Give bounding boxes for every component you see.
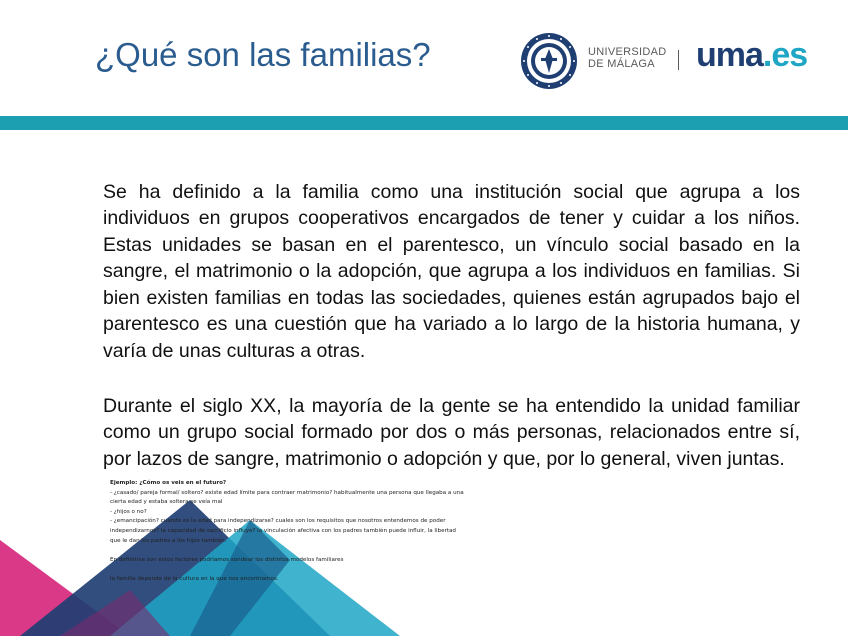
uma-logo-suffix: es [771, 36, 808, 74]
note-line: En definitiva son estos factores podríamos sondear los distintos modelos familiares [110, 556, 344, 563]
uma-es-logo [696, 36, 807, 75]
slide-title: ¿Qué son las familias? [95, 36, 431, 73]
university-logo [520, 30, 820, 90]
university-name-line1: UNIVERSIDAD [588, 46, 667, 58]
note-line: - ¿casado/ pareja formal/ soltero? existe edad límite para contraer matrimonio? habitualmente una persona que llegaba a una [110, 489, 464, 496]
note-spacer [110, 565, 530, 575]
paragraph-definition: Se ha definido a la familia como una institución social que agrupa a los individuos en grupos cooperativos encargados de tener y cuidar a los niños. Estas unidades se basan en el parentesco, un vínculo social basado en la sangre, el matrimonio o la adopción, que agrupa a los individuos en familias. Si bien existen familias en todas las sociedades, quienes están agrupados bajo el parentesco es una cuestión que ha variado a lo largo de la historia humana, y varía de unas culturas a otras. [103, 180, 800, 362]
note-spacer [110, 546, 530, 556]
logo-separator [678, 50, 679, 70]
uma-logo-dot: . [762, 36, 772, 74]
note-line: cierta edad y estaba soltera se veía mal [110, 499, 223, 506]
note-line: Ejemplo: ¿Cómo os veis en el futuro? [110, 480, 227, 486]
note-line: - ¿emancipación? cuando es la edad para independizarse? cuales son los requisitos que nosotros entendemos de poder [110, 518, 446, 525]
paragraph-twentieth-century: Durante el siglo XX, la mayoría de la gente se ha entendido la unidad familiar como un grupo social formado por dos o más personas, relacionados entre sí, por lazos de sangre, matrimonio o adopción y que, por lo general, viven juntas. [103, 394, 800, 470]
university-name [588, 46, 666, 70]
university-name-line2: DE MÁLAGA [588, 58, 655, 70]
note-line: independizarnos? la capacidad de sacrificio influye? la vinculación afectiva con los padres también puede influir, la libertad [110, 527, 456, 534]
note-line: que le dan los padres a los hijos también. [110, 537, 227, 544]
university-seal-icon [520, 32, 578, 90]
note-line: - ¿hijos o no? [110, 508, 147, 515]
note-line: la familia depende de la cultura en la que nos encontramos. [110, 575, 279, 582]
uma-logo-main: uma [696, 36, 763, 74]
header-accent-band [0, 116, 848, 130]
speaker-notes [110, 479, 530, 585]
